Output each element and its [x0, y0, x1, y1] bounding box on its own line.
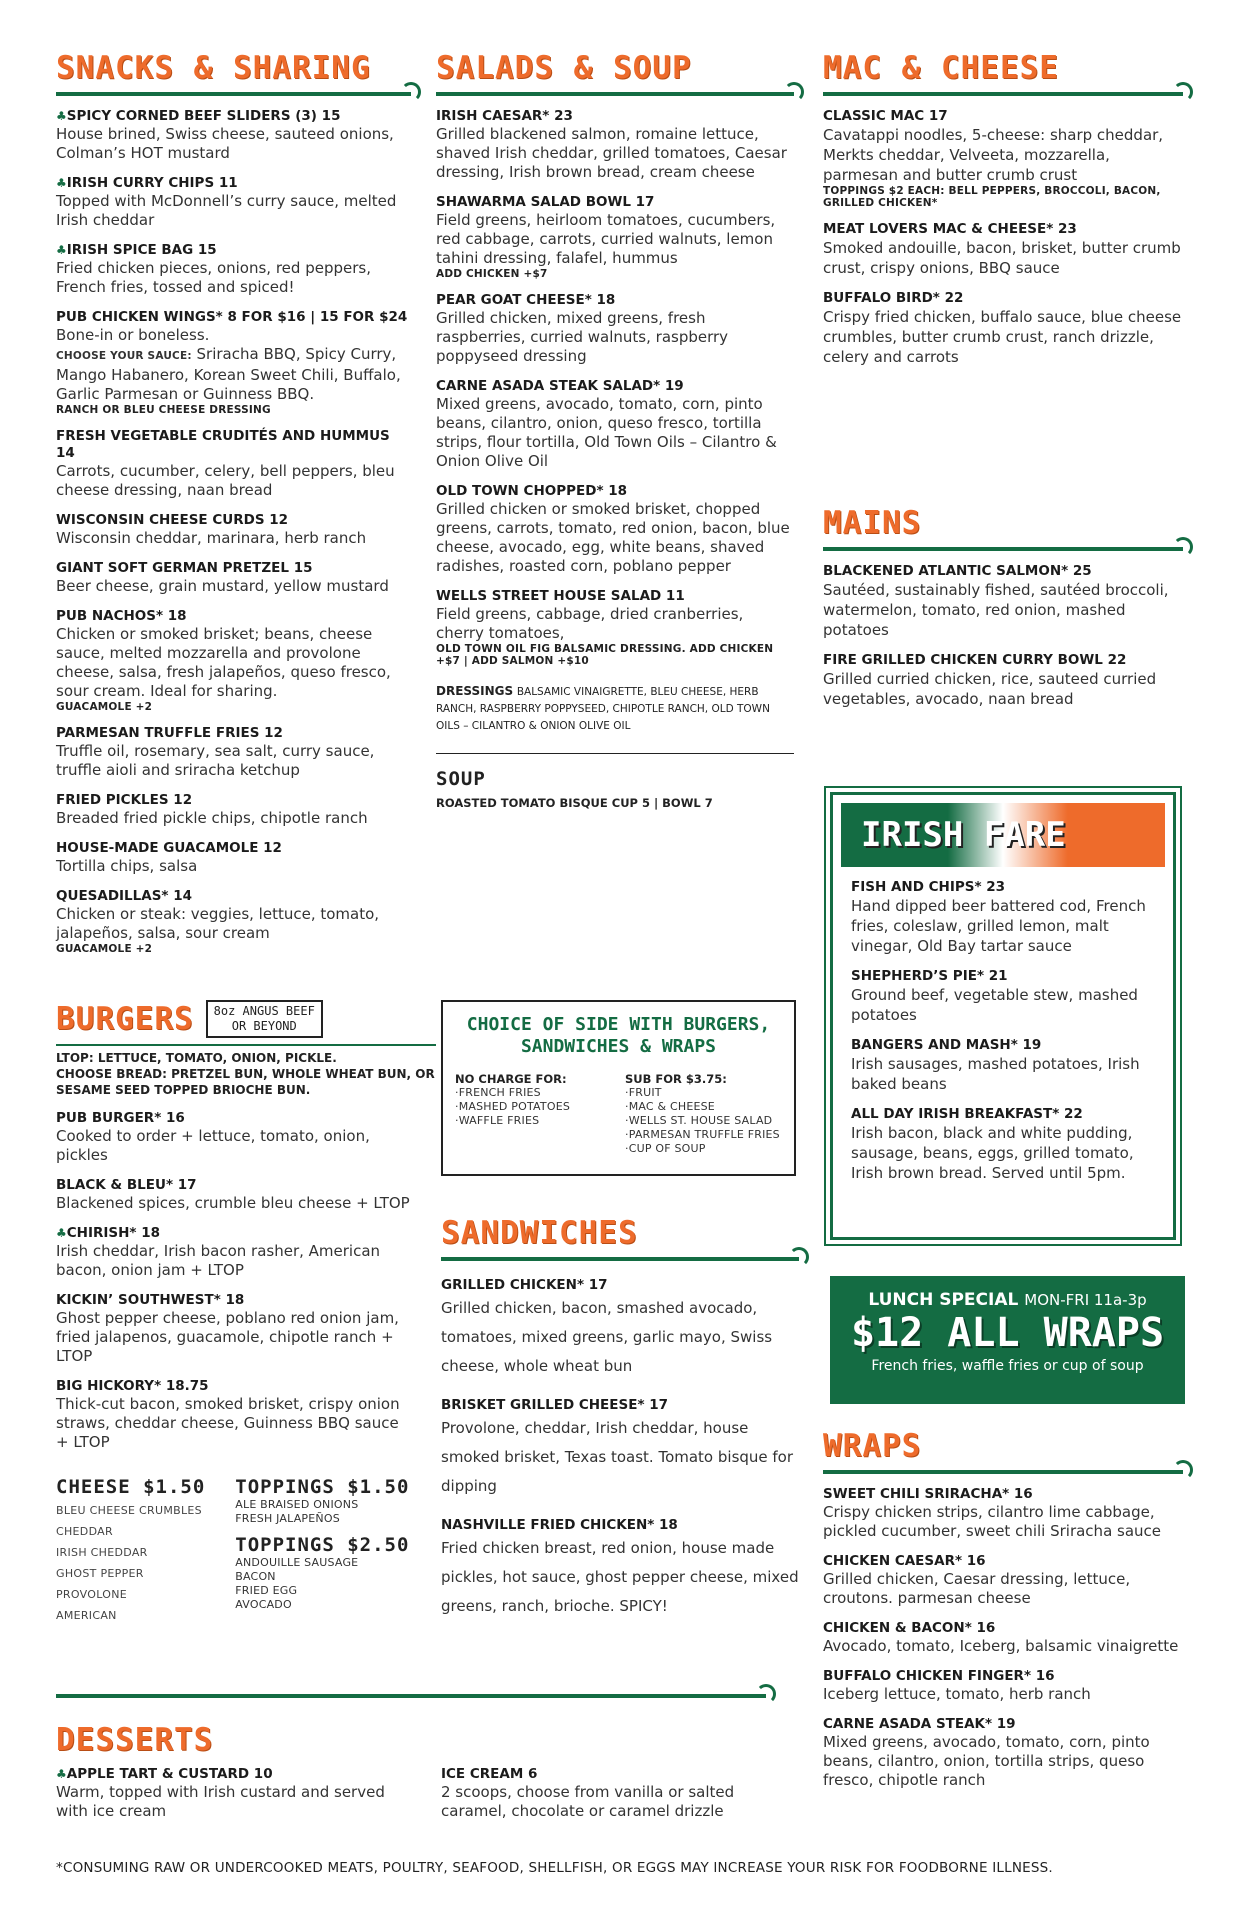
menu-item [56, 1110, 411, 1165]
sides-box [441, 1000, 796, 1176]
cheese-list [56, 1500, 205, 1626]
burgers-title: BURGERS [56, 1001, 194, 1037]
item-name [823, 1668, 1183, 1685]
list-item: GHOST PEPPER [56, 1567, 144, 1580]
list-item: FRESH JALAPEÑOS [235, 1512, 340, 1525]
mains-divider [823, 547, 1183, 551]
item-name [823, 1486, 1183, 1503]
toppings1-list [235, 1498, 409, 1526]
clover-icon: ♣ [56, 109, 67, 123]
item-desc: Crispy fried chicken, buffalo sauce, blue cheese crumbles, butter crumb crust, ranch drizzle, celery and carrots [823, 308, 1182, 366]
dessert-name-1: ICE CREAM 6 [441, 1766, 538, 1782]
burger-notes [56, 1044, 436, 1098]
cheese-title: CHEESE $1.50 [56, 1476, 206, 1498]
desserts-divider [56, 1694, 766, 1698]
item-desc: Breaded fried pickle chips, chipotle ranch [56, 809, 368, 827]
item-desc: House brined, Swiss cheese, sauteed onions, Colman’s HOT mustard [56, 125, 394, 162]
menu-item [436, 194, 794, 280]
salads-section [436, 50, 794, 810]
item-name [851, 1037, 1155, 1054]
sub-title: SUB FOR $3.75: [625, 1072, 727, 1086]
desserts-title: DESSERTS [56, 1722, 214, 1758]
item-desc: Mixed greens, avocado, tomato, corn, pinto beans, cilantro, onion, queso fresco, tortilla strips, flour tortilla, Old Town Oils – Cilantro & Onion Olive Oil [436, 395, 777, 470]
item-name-text: KICKIN’ SOUTHWEST* 18 [56, 1292, 245, 1308]
item-desc: Grilled curried chicken, rice, sauteed curried vegetables, avocado, naan bread [823, 670, 1157, 708]
wraps-section [823, 1428, 1183, 1790]
sides-title [443, 1014, 794, 1058]
sides-title-2: SANDWICHES & WRAPS [520, 1036, 717, 1057]
clover-icon: ♣ [56, 176, 67, 190]
item-desc: Mixed greens, avocado, tomato, corn, pinto beans, cilantro, onion, tortilla strips, queso fresco, chipotle ranch [823, 1733, 1150, 1789]
list-item: BLEU CHEESE CRUMBLES [56, 1504, 202, 1517]
quesadilla-add: GUACAMOLE +2 [56, 943, 153, 955]
item-name-text: WISCONSIN CHEESE CURDS 12 [56, 512, 289, 528]
no-charge-list [455, 1086, 605, 1128]
item-name-text: FRIED PICKLES 12 [56, 792, 193, 808]
item-name [823, 563, 1183, 580]
item-name [56, 888, 411, 905]
item-name-text: PUB CHICKEN WINGS* 8 FOR $16 | 15 FOR $24 [56, 309, 408, 325]
list-item: AMERICAN [56, 1609, 117, 1622]
angus-badge [206, 1000, 323, 1038]
list-item: ·PARMESAN TRUFFLE FRIES [625, 1128, 780, 1141]
list-item: ALE BRAISED ONIONS [235, 1498, 359, 1511]
burgers-section [56, 1000, 436, 1626]
item-desc: Fried chicken pieces, onions, red peppers, French fries, tossed and spiced! [56, 259, 371, 296]
menu-item [823, 108, 1183, 209]
toppings2-title: TOPPINGS $2.50 [235, 1534, 410, 1556]
item-name-text: IRISH CURRY CHIPS 11 [66, 175, 238, 191]
lunch-heading [830, 1290, 1185, 1310]
item-desc: Blackened spices, crumble bleu cheese + LTOP [56, 1194, 410, 1212]
item-name [823, 652, 1183, 669]
item-name-text: WELLS STREET HOUSE SALAD 11 [436, 588, 685, 604]
item-name [823, 1553, 1183, 1570]
item-name [56, 108, 411, 125]
item-desc: Thick-cut bacon, smoked brisket, crispy onion straws, cheddar cheese, Guinness BBQ sauce + LTOP [56, 1395, 400, 1451]
item-name [851, 1106, 1155, 1123]
item-desc: Smoked andouille, bacon, brisket, butter crumb crust, crispy onions, BBQ sauce [823, 239, 1181, 277]
mac-toppings: TOPPINGS $2 EACH: BELL PEPPERS, BROCCOLI, BACON, GRILLED CHICKEN* [823, 185, 1161, 209]
item-name-text: IRISH CAESAR* 23 [436, 108, 573, 124]
item-name-text: BIG HICKORY* 18.75 [56, 1378, 209, 1394]
menu-item [823, 652, 1183, 709]
dressings [436, 683, 794, 735]
dessert-name-0: APPLE TART & CUSTARD 10 [66, 1766, 273, 1782]
menu-item [441, 1277, 799, 1381]
item-name-text: BLACK & BLEU* 17 [56, 1177, 197, 1193]
badge-line1: 8oz ANGUS BEEF [213, 1004, 315, 1018]
burgers-list [56, 1110, 411, 1452]
irish-list [833, 879, 1173, 1183]
menu-item [56, 888, 411, 955]
item-name-text: PARMESAN TRUFFLE FRIES 12 [56, 725, 283, 741]
list-item: AVOCADO [235, 1598, 292, 1611]
item-name-text: BUFFALO BIRD* 22 [823, 290, 964, 306]
ltop-note: LTOP: LETTUCE, TOMATO, ONION, PICKLE. [56, 1051, 337, 1065]
item-desc: Truffle oil, rosemary, sea salt, curry sauce, truffle aioli and sriracha ketchup [56, 742, 375, 779]
item-name-text: SWEET CHILI SRIRACHA* 16 [823, 1486, 1033, 1502]
clover-icon: ♣ [56, 243, 67, 257]
menu-item [56, 108, 411, 163]
menu-item [56, 242, 411, 297]
item-name-text: SHAWARMA SALAD BOWL 17 [436, 194, 655, 210]
menu-item [441, 1517, 799, 1621]
menu-item [823, 1620, 1183, 1656]
item-name [441, 1397, 799, 1414]
wraps-divider [823, 1470, 1183, 1474]
item-name-text: CLASSIC MAC 17 [823, 108, 948, 124]
item-name-text: SHEPHERD’S PIE* 21 [851, 968, 1008, 984]
menu-item [56, 792, 411, 828]
item-name [56, 242, 411, 259]
list-item: ANDOUILLE SAUSAGE [235, 1556, 359, 1569]
mains-title: MAINS [823, 505, 922, 541]
item-name [56, 1177, 411, 1194]
item-name [56, 512, 411, 529]
item-name [56, 175, 411, 192]
list-item: ·WAFFLE FRIES [455, 1114, 540, 1127]
item-name-text: IRISH SPICE BAG 15 [66, 242, 217, 258]
soup-title: SOUP [436, 768, 486, 790]
toppings1-title: TOPPINGS $1.50 [235, 1476, 410, 1498]
footer-disclaimer: *CONSUMING RAW OR UNDERCOOKED MEATS, POULTRY, SEAFOOD, SHELLFISH, OR EGGS MAY INCREASE YOUR RISK FOR FOODBORNE ILLNESS. [56, 1860, 1053, 1876]
menu-item [56, 560, 411, 596]
item-name [441, 1517, 799, 1534]
item-name-text: FRESH VEGETABLE CRUDITÉS AND HUMMUS 14 [56, 428, 390, 461]
item-desc: Topped with McDonnell’s curry sauce, melted Irish cheddar [56, 192, 397, 229]
menu-item [851, 1037, 1155, 1094]
item-desc: Grilled chicken, mixed greens, fresh raspberries, curried walnuts, raspberry poppyseed dressing [436, 309, 729, 365]
mac-list [823, 108, 1183, 367]
menu-item [56, 1378, 411, 1452]
sandwiches-title: SANDWICHES [441, 1215, 638, 1251]
item-name [56, 1378, 411, 1395]
menu-item [56, 512, 411, 548]
item-name-text: PUB BURGER* 16 [56, 1110, 185, 1126]
wraps-list [823, 1486, 1183, 1790]
item-desc: Cooked to order + lettuce, tomato, onion, pickles [56, 1127, 370, 1164]
item-desc: Beer cheese, grain mustard, yellow mustard [56, 577, 389, 595]
item-desc: Ground beef, vegetable stew, mashed potatoes [851, 986, 1138, 1024]
snacks-title: SNACKS & SHARING [56, 50, 371, 86]
item-name-text: NASHVILLE FRIED CHICKEN* 18 [441, 1517, 678, 1533]
mac-title: MAC & CHEESE [823, 50, 1059, 86]
menu-item [823, 221, 1183, 278]
mac-section [823, 50, 1183, 367]
item-desc: Ghost pepper cheese, poblano red onion jam, fried jalapenos, guacamole, chipotle ranch + LTOP [56, 1309, 399, 1365]
menu-item [436, 588, 794, 667]
item-desc: Irish sausages, mashed potatoes, Irish baked beans [851, 1055, 1140, 1093]
menu-item [851, 879, 1155, 956]
item-desc: Iceberg lettuce, tomato, herb ranch [823, 1685, 1091, 1703]
item-name [851, 968, 1155, 985]
list-item: ·MASHED POTATOES [455, 1100, 571, 1113]
item-desc: Irish bacon, black and white pudding, sausage, beans, eggs, grilled tomato, Irish brown bread. Served until 5pm. [851, 1124, 1134, 1182]
soup-block [436, 753, 794, 810]
item-name-text: QUESADILLAS* 14 [56, 888, 192, 904]
item-name-text: CHICKEN CAESAR* 16 [823, 1553, 986, 1569]
irish-fare-title: IRISH FARE [861, 815, 1066, 855]
menu-item [56, 309, 411, 416]
item-desc: Wisconsin cheddar, marinara, herb ranch [56, 529, 367, 547]
list-item: FRIED EGG [235, 1584, 298, 1597]
sandwiches-list [441, 1277, 799, 1621]
item-name [56, 608, 411, 625]
item-name [56, 309, 411, 326]
menu-item [851, 968, 1155, 1025]
salads-list [436, 108, 794, 667]
item-name-text: MEAT LOVERS MAC & CHEESE* 23 [823, 221, 1077, 237]
no-charge-title: NO CHARGE FOR: [455, 1072, 567, 1086]
item-desc: Provolone, cheddar, Irish cheddar, house smoked brisket, Texas toast. Tomato bisque for dipping [441, 1419, 794, 1495]
mains-list [823, 563, 1183, 709]
menu-item [823, 1668, 1183, 1704]
item-name [56, 428, 411, 462]
item-name-text: SPICY CORNED BEEF SLIDERS (3) 15 [66, 108, 341, 124]
menu-item [851, 1106, 1155, 1183]
irish-fare-frame [830, 792, 1176, 1240]
item-name-text: CARNE ASADA STEAK SALAD* 19 [436, 378, 684, 394]
item-desc: Field greens, heirloom tomatoes, cucumbers, red cabbage, carrots, curried walnuts, lemon tahini dressing, falafel, hummus [436, 211, 776, 267]
item-name [56, 1110, 411, 1127]
item-name-text: CHICKEN & BACON* 16 [823, 1620, 996, 1636]
snacks-divider [56, 92, 411, 96]
sandwiches-divider [441, 1257, 799, 1261]
burger-addons [56, 1476, 436, 1626]
item-desc: Grilled blackened salmon, romaine lettuce, shaved Irish cheddar, grilled tomatoes, Caesar dressing, Irish brown bread, cream cheese [436, 125, 787, 181]
item-desc: Grilled chicken, bacon, smashed avocado, tomatoes, mixed greens, garlic mayo, Swiss cheese, whole wheat bun [441, 1299, 773, 1375]
item-name [851, 879, 1155, 896]
item-name-text: OLD TOWN CHOPPED* 18 [436, 483, 628, 499]
item-name [56, 1292, 411, 1309]
item-desc: Chicken or smoked brisket; beans, cheese sauce, melted mozzarella and provolone cheese, salsa, fresh jalapeños, queso fresco, sour cream. Ideal for sharing. [56, 625, 391, 700]
item-name-text: CHIRISH* 18 [66, 1225, 160, 1241]
item-name-text: FISH AND CHIPS* 23 [851, 879, 1006, 895]
lunch-price: $12 ALL WRAPS [850, 1310, 1165, 1356]
item-name-text: HOUSE-MADE GUACAMOLE 12 [56, 840, 282, 856]
sides-title-1: CHOICE OF SIDE WITH BURGERS, [466, 1014, 771, 1035]
item-desc: Sautéed, sustainably fished, sautéed broccoli, watermelon, tomato, red onion, mashed potatoes [823, 581, 1169, 639]
dessert-item-0 [56, 1766, 411, 1821]
menu-item [56, 725, 411, 780]
item-name [436, 292, 794, 309]
menu-item [823, 1716, 1183, 1790]
menu-item [436, 292, 794, 366]
snacks-section [56, 50, 411, 955]
lunch-sub: French fries, waffle fries or cup of soup [871, 1358, 1144, 1374]
dressings-label: DRESSINGS [436, 684, 514, 698]
item-name-text: PUB NACHOS* 18 [56, 608, 187, 624]
sandwiches-section [441, 1215, 799, 1621]
wings-sauce [56, 345, 411, 404]
item-desc: Grilled chicken or smoked brisket, chopped greens, carrots, tomato, red onion, bacon, blue cheese, avocado, egg, white beans, shaved radishes, roasted corn, poblano pepper [436, 500, 790, 575]
menu-item [823, 1486, 1183, 1541]
item-name-text: BANGERS AND MASH* 19 [851, 1037, 1042, 1053]
dessert-desc-0: Warm, topped with Irish custard and served with ice cream [56, 1783, 385, 1820]
snacks-list [56, 108, 411, 955]
item-name [441, 1277, 799, 1294]
list-item: PROVOLONE [56, 1588, 128, 1601]
list-item: BACON [235, 1570, 276, 1583]
item-name-text: GIANT SOFT GERMAN PRETZEL 15 [56, 560, 313, 576]
item-name-text: BLACKENED ATLANTIC SALMON* 25 [823, 563, 1092, 579]
salads-divider [436, 92, 794, 96]
item-desc: Bone-in or boneless. [56, 326, 210, 344]
sub-list [625, 1086, 780, 1156]
label: CHOOSE YOUR SAUCE: [56, 350, 192, 362]
item-name-text: FIRE GRILLED CHICKEN CURRY BOWL 22 [823, 652, 1127, 668]
list-item: ·WELLS ST. HOUSE SALAD [625, 1114, 773, 1127]
menu-item [56, 428, 411, 500]
list-item: ·CUP OF SOUP [625, 1142, 706, 1155]
item-name [823, 290, 1183, 307]
item-name [436, 483, 794, 500]
item-name [56, 1225, 411, 1242]
menu-item [56, 175, 411, 230]
item-desc: Fried chicken breast, red onion, house made pickles, hot sauce, ghost pepper cheese, mixed greens, ranch, brioche. SPICY! [441, 1539, 799, 1615]
nachos-add: GUACAMOLE +2 [56, 701, 153, 713]
list-item: ·FRUIT [625, 1086, 662, 1099]
item-desc: Carrots, cucumber, celery, bell peppers, bleu cheese dressing, naan bread [56, 462, 395, 499]
mains-section [823, 505, 1183, 709]
menu-item [441, 1397, 799, 1501]
list-item: ·FRENCH FRIES [455, 1086, 541, 1099]
item-desc: Irish cheddar, Irish bacon rasher, American bacon, onion jam + LTOP [56, 1242, 381, 1279]
item-name [436, 588, 794, 605]
item-name [56, 725, 411, 742]
item-name [56, 840, 411, 857]
list-item: ·MAC & CHEESE [625, 1100, 715, 1113]
item-desc: Crispy chicken strips, cilantro lime cabbage, pickled cucumber, sweet chili Sriracha sauce [823, 1503, 1162, 1540]
lunch-days: MON-FRI 11a-3p [1024, 1291, 1147, 1309]
lunch-label: LUNCH SPECIAL [868, 1290, 1019, 1310]
item-name-text: PEAR GOAT CHEESE* 18 [436, 292, 616, 308]
salads-title: SALADS & SOUP [436, 50, 692, 86]
item-desc: Chicken or steak: veggies, lettuce, tomato, jalapeños, salsa, sour cream [56, 905, 380, 942]
item-desc: Field greens, cabbage, dried cranberries, cherry tomatoes, [436, 605, 744, 642]
item-name-text: BUFFALO CHICKEN FINGER* 16 [823, 1668, 1055, 1684]
item-name [56, 792, 411, 809]
menu-item [56, 608, 411, 713]
menu-item [823, 290, 1183, 367]
item-desc: Hand dipped beer battered cod, French fries, coleslaw, grilled lemon, malt vinegar, Old Bay tartar sauce [851, 897, 1146, 955]
menu-item [56, 840, 411, 876]
item-name-text: BRISKET GRILLED CHEESE* 17 [441, 1397, 668, 1413]
menu-item [436, 378, 794, 471]
item-name [436, 378, 794, 395]
irish-flag-banner [841, 803, 1165, 867]
menu-item [823, 563, 1183, 640]
wells-add: OLD TOWN OIL FIG BALSAMIC DRESSING. ADD CHICKEN +$7 | ADD SALMON +$10 [436, 643, 774, 667]
wings-note: RANCH OR BLEU CHEESE DRESSING [56, 404, 271, 416]
menu-item [56, 1292, 411, 1366]
menu-item [436, 483, 794, 576]
item-name-text: GRILLED CHICKEN* 17 [441, 1277, 608, 1293]
clover-icon: ♣ [56, 1767, 67, 1781]
item-desc: Tortilla chips, salsa [56, 857, 198, 875]
wraps-title: WRAPS [823, 1428, 922, 1464]
item-name [823, 1620, 1183, 1637]
menu-item [56, 1177, 411, 1213]
menu-item [56, 1225, 411, 1280]
menu-item [436, 108, 794, 182]
clover-icon: ♣ [56, 1226, 67, 1240]
item-name [56, 560, 411, 577]
mac-divider [823, 92, 1183, 96]
menu-item [823, 1553, 1183, 1608]
text: Sriracha BBQ, Spicy Curry, Mango Habanero, Korean Sweet Chili, Buffalo, Garlic Parmesan or Guinness BBQ. [56, 345, 401, 403]
dessert-desc-1: 2 scoops, choose from vanilla or salted caramel, chocolate or caramel drizzle [441, 1783, 735, 1820]
item-name [823, 221, 1183, 238]
item-desc: Avocado, tomato, Iceberg, balsamic vinaigrette [823, 1637, 1179, 1655]
dessert-item-1 [441, 1766, 796, 1821]
shawarma-add: ADD CHICKEN +$7 [436, 268, 548, 280]
bread-note: CHOOSE BREAD: PRETZEL BUN, WHOLE WHEAT BUN, OR SESAME SEED TOPPED BRIOCHE BUN. [56, 1067, 435, 1097]
item-desc: Cavatappi noodles, 5-cheese: sharp cheddar, Merkts cheddar, Velveeta, mozzarella, parmesan and butter crumb crust [823, 126, 1164, 184]
list-item: IRISH CHEDDAR [56, 1546, 148, 1559]
soup-item: ROASTED TOMATO BISQUE CUP 5 | BOWL 7 [436, 796, 713, 810]
item-name-text: ALL DAY IRISH BREAKFAST* 22 [851, 1106, 1083, 1122]
toppings2-list [235, 1556, 409, 1612]
desserts-section [56, 1722, 816, 1821]
item-name-text: CARNE ASADA STEAK* 19 [823, 1716, 1016, 1732]
badge-line2: OR BEYOND [231, 1019, 297, 1033]
dressings-list: BALSAMIC VINAIGRETTE, BLEU CHEESE, HERB RANCH, RASPBERRY POPPYSEED, CHIPOTLE RANCH, OLD TOWN OILS – CILANTRO & ONION OLIVE OIL [436, 686, 770, 732]
item-name [823, 108, 1183, 125]
item-name [436, 194, 794, 211]
list-item: CHEDDAR [56, 1525, 113, 1538]
item-name [823, 1716, 1183, 1733]
lunch-special-box [830, 1276, 1185, 1404]
item-desc: Grilled chicken, Caesar dressing, lettuce, croutons. parmesan cheese [823, 1570, 1131, 1607]
item-name [436, 108, 794, 125]
sides-columns [443, 1058, 794, 1156]
